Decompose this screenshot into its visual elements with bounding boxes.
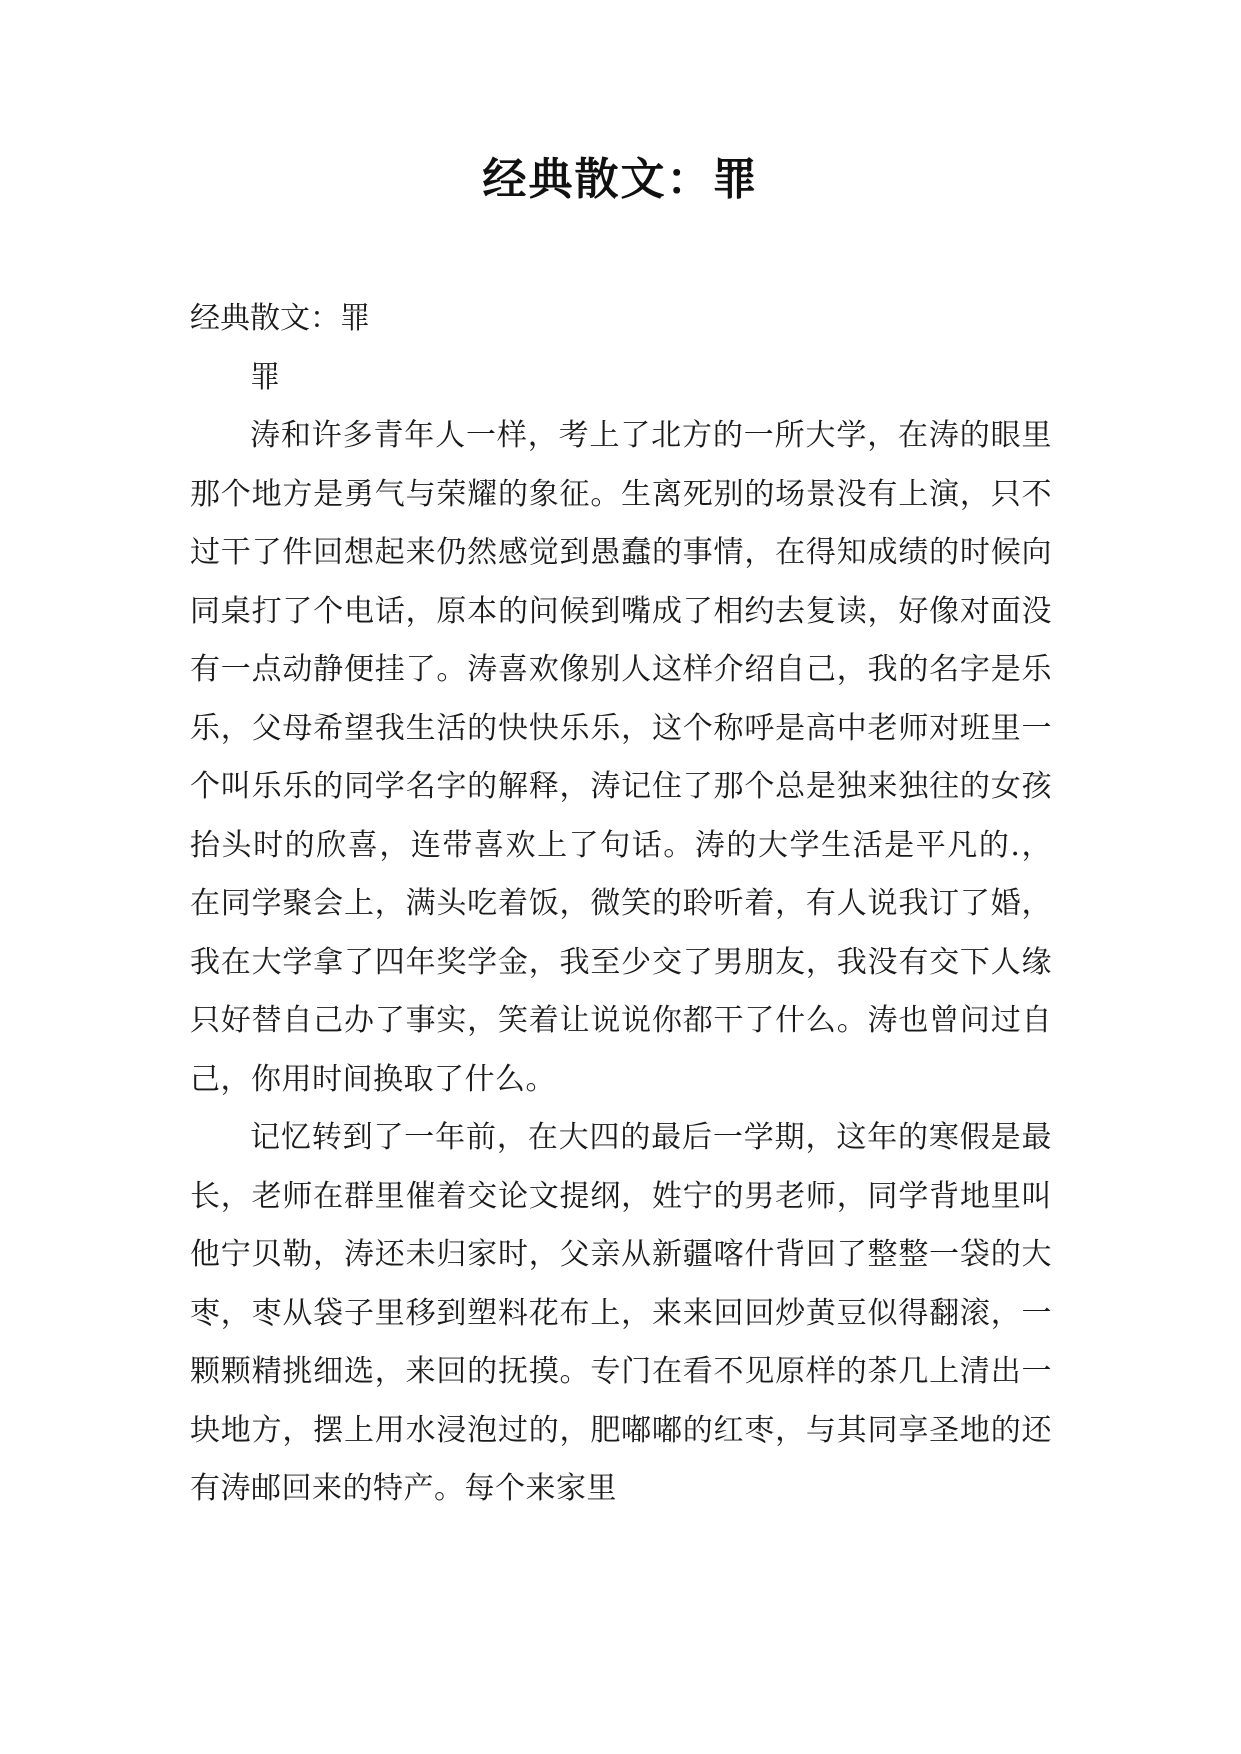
document-body xyxy=(190,290,1052,1519)
paragraph: 涛和许多青年人一样，考上了北方的一所大学，在涛的眼里那个地方是勇气与荣耀的象征。生离死别的场景没有上演，只不过干了件回想起来仍然感觉到愚蠢的事情，在得知成绩的时候向同桌打了个电话，原本的问候到嘴成了相约去复读，好像对面没有一点动静便挂了。涛喜欢像别人这样介绍自己，我的名字是乐乐，父母希望我生活的快快乐乐，这个称呼是高中老师对班里一个叫乐乐的同学名字的解释，涛记住了那个总是独来独往的女孩抬头时的欣喜，连带喜欢上了句话。涛的大学生活是平凡的.，在同学聚会上，满头吃着饭，微笑的聆听着，有人说我订了婚，我在大学拿了四年奖学金，我至少交了男朋友，我没有交下人缘只好替自己办了事实，笑着让说说你都干了什么。涛也曾问过自己，你用时间换取了什么。 xyxy=(190,418,1052,1097)
document-subtitle: 经典散文：罪 xyxy=(190,301,370,336)
section-heading: 罪 xyxy=(250,359,280,395)
document-title: 经典散文：罪 xyxy=(482,154,759,205)
paragraph: 记忆转到了一年前，在大四的最后一学期，这年的寒假是最长，老师在群里催着交论文提纲，姓宁的男老师，同学背地里叫他宁贝勒，涛还未归家时，父亲从新疆喀什背回了整整一袋的大枣，枣从袋子里移到塑料花布上，来来回回炒黄豆似得翻滚，一颗颗精挑细选，来回的抚摸。专门在看不见原样的茶几上清出一块地方，摆上用水浸泡过的，肥嘟嘟的红枣，与其同享圣地的还有涛邮回来的特产。每个来家里 xyxy=(190,1120,1052,1506)
